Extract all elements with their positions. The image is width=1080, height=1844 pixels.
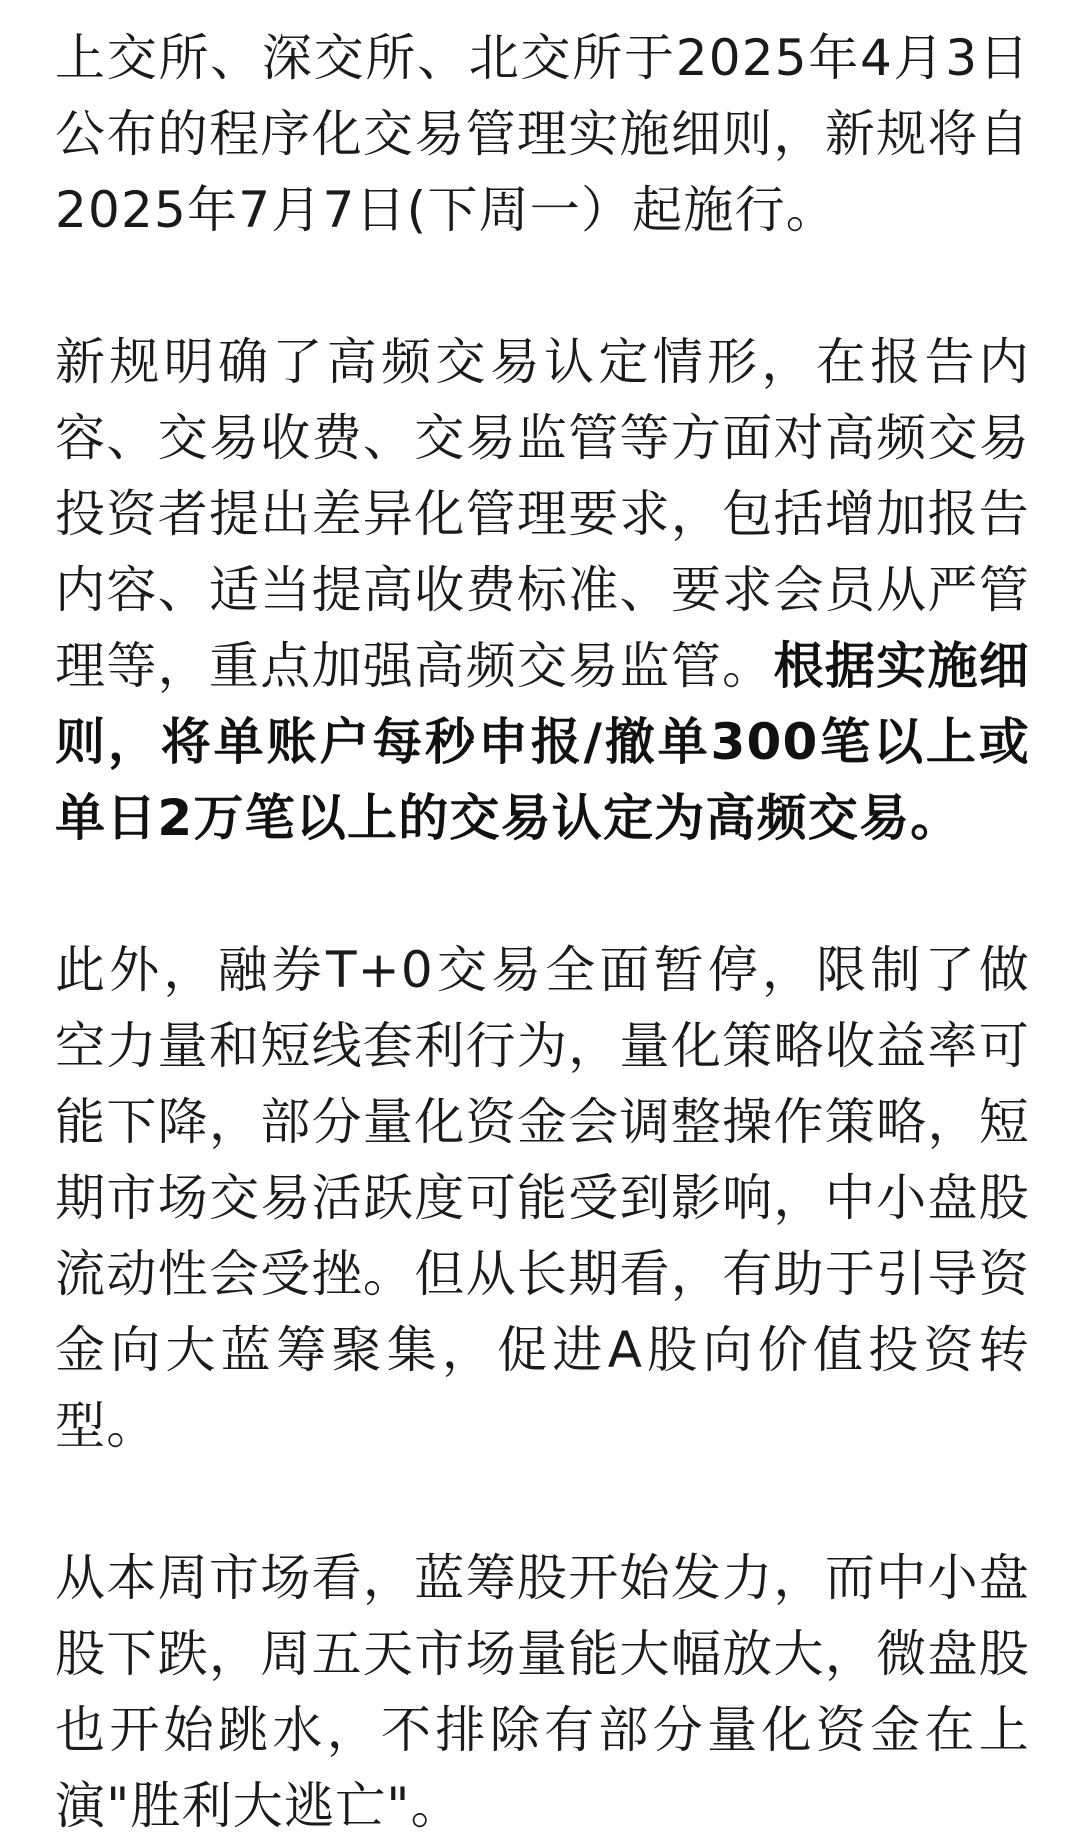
paragraph-3	[55, 932, 1030, 1464]
paragraph-1	[55, 20, 1030, 248]
paragraph-2-text: 新规明确了高频交易认定情形，在报告内容、交易收费、交易监管等方面对高频交易投资者提出差异化管理要求，包括增加报告内容、适当提高收费标准、要求会员从严管理等，重点加强高频交易监管。	[55, 333, 1030, 695]
paragraph-1-text: 上交所、深交所、北交所于2025年4月3日公布的程序化交易管理实施细则，新规将自2025年7月7日(下周一）起施行。	[55, 29, 1030, 239]
paragraph-2-bold-text: 根据实施细则，将单账户每秒申报/撤单300笔以上或单日2万笔以上的交易认定为高频交易。	[55, 637, 1031, 847]
paragraph-4-text: 从本周市场看，蓝筹股开始发力，而中小盘股下跌，周五天市场量能大幅放大，微盘股也开始跳水，不排除有部分量化资金在上演"胜利大逃亡"。	[55, 1549, 1030, 1835]
paragraph-2	[55, 324, 1030, 856]
article-body	[55, 20, 1030, 1844]
paragraph-4	[55, 1540, 1030, 1844]
paragraph-3-text: 此外，融券T+0交易全面暂停，限制了做空力量和短线套利行为，量化策略收益率可能下降，部分量化资金会调整操作策略，短期市场交易活跃度可能受到影响，中小盘股流动性会受挫。但从长期看，有助于引导资金向大蓝筹聚集，促进A股向价值投资转型。	[55, 941, 1030, 1455]
